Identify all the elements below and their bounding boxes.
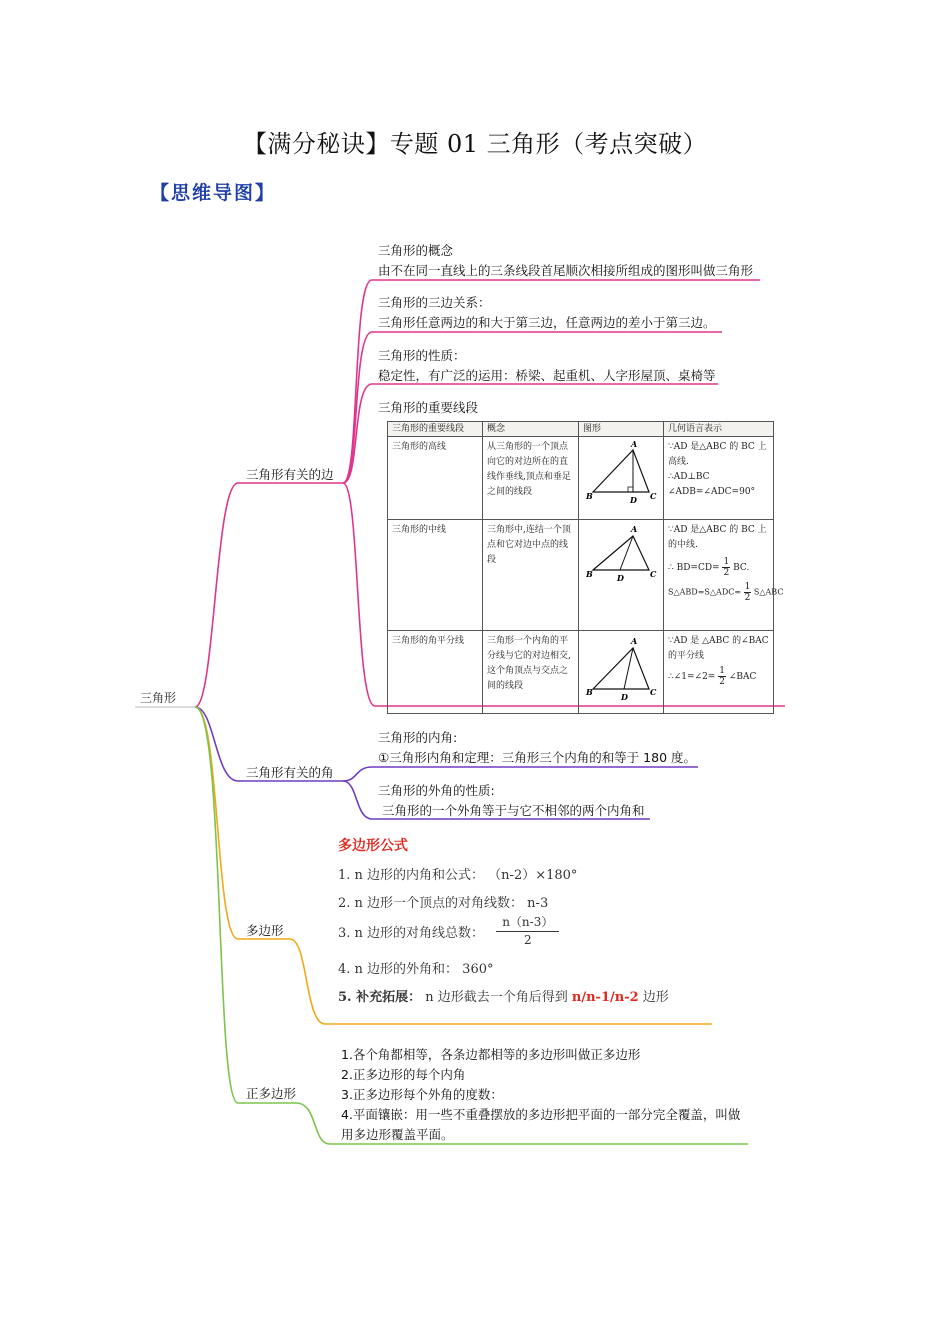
geo-line	[668, 666, 769, 687]
fraction-half	[744, 582, 752, 603]
vertex-label-d: D	[617, 573, 624, 583]
geo-line: ∠ADB=∠ADC=90°	[668, 487, 756, 497]
geo-text: ∴ BD=CD=	[668, 563, 720, 573]
polygon-item-3	[338, 914, 559, 949]
segment-name: 三角形的角平分线	[388, 631, 483, 714]
vertex-label-c: C	[650, 569, 657, 579]
relation-text: 三角形任意两边的和大于第三边，任意两边的差小于第三边。	[378, 315, 716, 330]
concept-text: 由不在同一直线上的三条线段首尾顺次相接所组成的图形叫做三角形	[378, 263, 754, 278]
fraction-numerator: n（n-3）	[496, 914, 559, 932]
polygon-item-4: 4. n 边形的外角和： 360°	[338, 962, 494, 977]
geo-text: S△ABD=S△ADC=	[668, 587, 742, 597]
vertex-label-a: A	[631, 439, 638, 449]
fraction-half	[722, 557, 730, 578]
page-title: 【满分秘诀】专题 01 三角形（考点突破）	[242, 130, 708, 158]
regular-line-1: 1.各个角都相等，各条边都相等的多边形叫做正多边形	[341, 1047, 641, 1062]
segment-name: 三角形的高线	[388, 437, 483, 520]
fraction-numerator: 1	[719, 666, 725, 676]
segment-geometry	[664, 437, 774, 520]
regular-line-3: 3.正多边形每个外角的度数：	[341, 1087, 503, 1102]
polygon-item-3-text: 3. n 边形的对角线总数：	[338, 926, 485, 941]
regular-line-4: 4.平面镶嵌：用一些不重叠摆放的多边形把平面的一部分完全覆盖，叫做	[341, 1107, 741, 1122]
diagonal-count-fraction	[496, 914, 559, 949]
vertex-label-b: B	[586, 569, 593, 579]
fraction-denominator: 2	[744, 593, 751, 603]
polygon-item-5-text: n 边形截去一个角后得到	[425, 990, 568, 1005]
exterior-text: 三角形的一个外角等于与它不相邻的两个内角和	[382, 803, 645, 818]
table-header: 图形	[579, 422, 664, 437]
fraction-denominator: 2	[723, 568, 730, 578]
altitude-figure	[579, 437, 664, 520]
fraction-denominator: 2	[523, 933, 532, 947]
segment-concept: 三角形中,连结一个顶点和它对边中点的线段	[483, 520, 579, 631]
polygon-item-5-prefix: 5. 补充拓展：	[338, 990, 422, 1005]
altitude-triangle-diagram	[579, 437, 664, 513]
fraction-numerator: 1	[744, 582, 751, 592]
branch-sides: 三角形有关的边	[246, 467, 334, 482]
table-row	[388, 437, 774, 520]
polygon-item-5	[338, 986, 669, 1005]
segments-table	[387, 421, 784, 714]
interior-text: ①三角形内角和定理：三角形三个内角的和等于 180 度。	[378, 750, 697, 765]
relation-title: 三角形的三边关系：	[378, 295, 491, 310]
connector-sides	[195, 483, 343, 707]
geo-text: ∠BAC	[728, 672, 757, 682]
polygon-item-5-highlight: n/n-1/n-2	[571, 990, 639, 1005]
median-triangle-diagram	[579, 520, 664, 624]
regular-line-5: 用多边形覆盖平面。	[341, 1127, 454, 1142]
vertex-label-a: A	[631, 524, 638, 534]
polygon-item-2: 2. n 边形一个顶点的对角线数： n-3	[338, 896, 549, 911]
table-header: 几何语言表示	[664, 422, 774, 437]
fraction-numerator: 1	[723, 557, 730, 567]
geo-line: ∵AD 是△ABC 的 BC 上的中线.	[668, 525, 767, 550]
vertex-label-b: B	[586, 687, 593, 697]
table-header: 三角形的重要线段	[388, 422, 483, 437]
interior-title: 三角形的内角:	[378, 730, 458, 745]
table-header-row	[388, 422, 774, 437]
segment-name: 三角形的中线	[388, 520, 483, 631]
geo-line: ∴AD⊥BC	[668, 472, 710, 482]
segment-geometry	[664, 631, 774, 714]
segment-geometry	[664, 520, 784, 631]
section-heading-mindmap: 【思维导图】	[150, 182, 277, 204]
connector-interior	[343, 767, 698, 781]
polygon-formula-title: 多边形公式	[338, 838, 408, 854]
geo-line	[668, 582, 784, 603]
vertex-label-c: C	[650, 491, 657, 501]
fraction-denominator: 2	[719, 677, 725, 687]
median-figure	[579, 520, 664, 631]
branch-regular-polygon: 正多边形	[246, 1086, 297, 1101]
concept-title: 三角形的概念	[378, 243, 454, 258]
geo-line: ∵AD 是 △ABC 的∠BAC 的平分线	[668, 636, 769, 661]
property-title: 三角形的性质：	[378, 348, 466, 363]
polygon-item-1: 1. n 边形的内角和公式： （n-2）×180°	[338, 868, 578, 883]
polygon-item-5-suffix: 边形	[642, 990, 669, 1005]
segment-concept: 三角形一个内角的平分线与它的对边相交,这个角顶点与交点之间的线段	[483, 631, 579, 714]
segments-title: 三角形的重要线段	[378, 400, 479, 415]
exterior-title: 三角形的外角的性质:	[378, 783, 495, 798]
property-text: 稳定性，有广泛的运用：桥梁、起重机、人字形屋顶、桌椅等	[378, 368, 716, 383]
geo-line	[668, 557, 769, 578]
table-row	[388, 631, 774, 714]
table-row	[388, 520, 774, 631]
root-node: 三角形	[140, 691, 177, 705]
geo-text: S△ABC	[753, 587, 784, 597]
table-header: 概念	[483, 422, 579, 437]
vertex-label-a: A	[631, 636, 638, 646]
geo-line: ∵AD 是△ABC 的 BC 上高线.	[668, 442, 767, 467]
vertex-label-b: B	[586, 491, 593, 501]
vertex-label-d: D	[621, 692, 628, 702]
vertex-label-d: D	[630, 495, 637, 505]
segment-concept: 从三角形的一个顶点向它的对边所在的直线作垂线,顶点和垂足之间的线段	[483, 437, 579, 520]
branch-polygon: 多边形	[246, 923, 284, 938]
geo-text: ∴∠1=∠2=	[668, 672, 716, 682]
fraction-half	[718, 666, 726, 687]
branch-angles: 三角形有关的角	[246, 765, 334, 780]
vertex-label-c: C	[650, 687, 657, 697]
bisector-triangle-diagram	[579, 631, 664, 707]
geo-text: BC.	[733, 563, 750, 573]
bisector-figure	[579, 631, 664, 714]
regular-line-2: 2.正多边形的每个内角	[341, 1067, 466, 1082]
